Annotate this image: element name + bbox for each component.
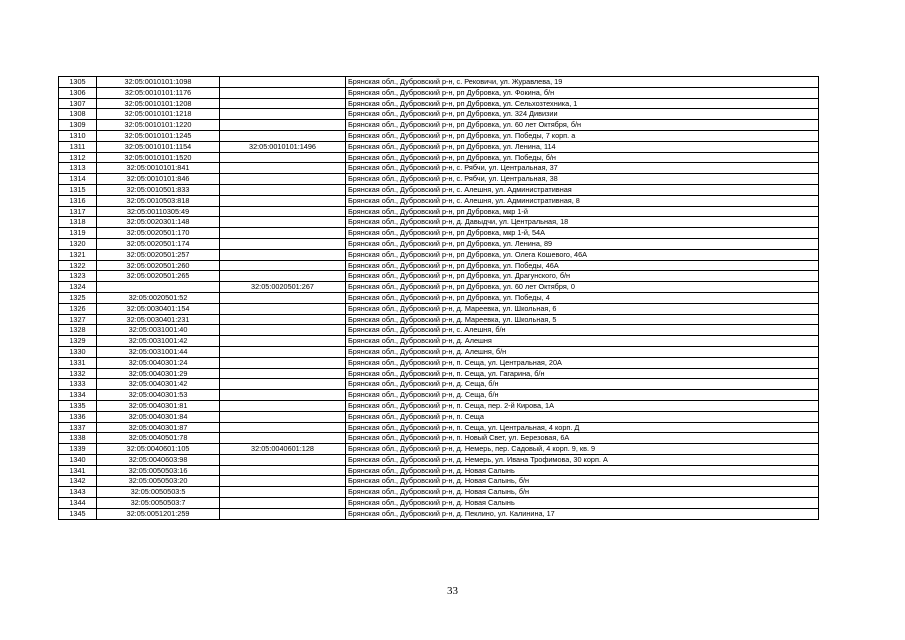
table-row	[59, 228, 819, 239]
linked-cadastral-number-cell	[220, 508, 346, 519]
table-row	[59, 325, 819, 336]
table-row	[59, 368, 819, 379]
address-cell: Брянская обл., Дубровский р-н, д. Сеща, б/н	[346, 379, 819, 390]
table-row	[59, 217, 819, 228]
table-row	[59, 184, 819, 195]
table-row	[59, 476, 819, 487]
cadastral-number-cell: 32:05:0040301:53	[97, 390, 220, 401]
address-cell: Брянская обл., Дубровский р-н, п. Сеща, ул. Гагарина, б/н	[346, 368, 819, 379]
linked-cadastral-number-cell	[220, 184, 346, 195]
cadastral-number-cell: 32:05:0050503:5	[97, 487, 220, 498]
cadastral-number-cell: 32:05:0010101:1520	[97, 152, 220, 163]
table-row	[59, 379, 819, 390]
address-cell: Брянская обл., Дубровский р-н, рп Дубровка, ул. Фокина, б/н	[346, 87, 819, 98]
table-row	[59, 303, 819, 314]
linked-cadastral-number-cell	[220, 163, 346, 174]
linked-cadastral-number-cell	[220, 152, 346, 163]
cadastral-number-cell: 32:05:0031001:44	[97, 346, 220, 357]
address-cell: Брянская обл., Дубровский р-н, рп Дубровка, мкр 1-й	[346, 206, 819, 217]
address-cell: Брянская обл., Дубровский р-н, п. Сеща, ул. Центральная, 20А	[346, 357, 819, 368]
cadastral-number-cell: 32:05:0020301:148	[97, 217, 220, 228]
linked-cadastral-number-cell	[220, 498, 346, 509]
address-cell: Брянская обл., Дубровский р-н, д. Мареевка, ул. Школьная, 6	[346, 303, 819, 314]
linked-cadastral-number-cell	[220, 336, 346, 347]
address-cell: Брянская обл., Дубровский р-н, рп Дубровка, ул. Олега Кошевого, 46А	[346, 249, 819, 260]
cadastral-number-cell: 32:05:0020501:52	[97, 292, 220, 303]
linked-cadastral-number-cell	[220, 476, 346, 487]
row-number-cell: 1343	[59, 487, 97, 498]
address-cell: Брянская обл., Дубровский р-н, рп Дубровка, ул. 60 лет Октября, б/н	[346, 120, 819, 131]
cadastral-number-cell: 32:05:0020501:170	[97, 228, 220, 239]
linked-cadastral-number-cell	[220, 260, 346, 271]
cadastral-number-cell: 32:05:0010101:1218	[97, 109, 220, 120]
cadastral-number-cell: 32:05:0040601:105	[97, 444, 220, 455]
linked-cadastral-number-cell	[220, 325, 346, 336]
cadastral-number-cell: 32:05:0051201:259	[97, 508, 220, 519]
linked-cadastral-number-cell	[220, 379, 346, 390]
table-row	[59, 260, 819, 271]
cadastral-number-cell: 32:05:0010101:1220	[97, 120, 220, 131]
address-cell: Брянская обл., Дубровский р-н, с. Алешня, ул. Административная	[346, 184, 819, 195]
table-row	[59, 141, 819, 152]
address-cell: Брянская обл., Дубровский р-н, д. Алешня	[346, 336, 819, 347]
address-cell: Брянская обл., Дубровский р-н, д. Мареевка, ул. Школьная, 5	[346, 314, 819, 325]
linked-cadastral-number-cell	[220, 228, 346, 239]
address-cell: Брянская обл., Дубровский р-н, с. Рябчи, ул. Центральная, 37	[346, 163, 819, 174]
cadastral-number-cell: 32:05:0050503:16	[97, 465, 220, 476]
table-row	[59, 336, 819, 347]
cadastral-number-cell: 32:05:0040301:24	[97, 357, 220, 368]
linked-cadastral-number-cell	[220, 271, 346, 282]
cadastral-number-cell: 32:05:0050503:7	[97, 498, 220, 509]
cadastral-number-cell: 32:05:0010101:846	[97, 174, 220, 185]
address-cell: Брянская обл., Дубровский р-н, рп Дубровка, ул. Ленина, 89	[346, 238, 819, 249]
cadastral-number-cell: 32:05:0031001:42	[97, 336, 220, 347]
address-cell: Брянская обл., Дубровский р-н, д. Немерь, пер. Садовый, 4 корп. 9, кв. 9	[346, 444, 819, 455]
table-row	[59, 357, 819, 368]
row-number-cell: 1321	[59, 249, 97, 260]
linked-cadastral-number-cell	[220, 87, 346, 98]
row-number-cell: 1314	[59, 174, 97, 185]
row-number-cell: 1339	[59, 444, 97, 455]
cadastral-number-cell: 32:05:0020501:257	[97, 249, 220, 260]
linked-cadastral-number-cell	[220, 174, 346, 185]
table-row	[59, 249, 819, 260]
address-cell: Брянская обл., Дубровский р-н, рп Дубровка, ул. Победы, 7 корп. а	[346, 130, 819, 141]
linked-cadastral-number-cell: 32:05:0020501:267	[220, 282, 346, 293]
address-cell: Брянская обл., Дубровский р-н, д. Алешня, б/н	[346, 346, 819, 357]
linked-cadastral-number-cell	[220, 411, 346, 422]
cadastral-number-cell: 32:05:0010101:1154	[97, 141, 220, 152]
table-row	[59, 411, 819, 422]
row-number-cell: 1322	[59, 260, 97, 271]
page-number: 33	[447, 585, 458, 597]
row-number-cell: 1330	[59, 346, 97, 357]
row-number-cell: 1333	[59, 379, 97, 390]
cadastral-number-cell: 32:05:0030401:154	[97, 303, 220, 314]
linked-cadastral-number-cell	[220, 77, 346, 88]
row-number-cell: 1328	[59, 325, 97, 336]
row-number-cell: 1341	[59, 465, 97, 476]
row-number-cell: 1315	[59, 184, 97, 195]
linked-cadastral-number-cell	[220, 422, 346, 433]
cadastral-number-cell: 32:05:0010101:1176	[97, 87, 220, 98]
address-cell: Брянская обл., Дубровский р-н, д. Новая Салынь, б/н	[346, 476, 819, 487]
table-row	[59, 109, 819, 120]
table-row	[59, 433, 819, 444]
table-row	[59, 465, 819, 476]
cadastral-number-cell: 32:05:0010101:1098	[97, 77, 220, 88]
address-cell: Брянская обл., Дубровский р-н, с. Рябчи, ул. Центральная, 38	[346, 174, 819, 185]
row-number-cell: 1306	[59, 87, 97, 98]
row-number-cell: 1305	[59, 77, 97, 88]
row-number-cell: 1320	[59, 238, 97, 249]
address-cell: Брянская обл., Дубровский р-н, с. Рековичи, ул. Журавлева, 19	[346, 77, 819, 88]
table-row	[59, 271, 819, 282]
table-row	[59, 292, 819, 303]
cadastral-number-cell: 32:05:0040301:29	[97, 368, 220, 379]
table-row	[59, 120, 819, 131]
address-cell: Брянская обл., Дубровский р-н, д. Пеклино, ул. Калинина, 17	[346, 508, 819, 519]
linked-cadastral-number-cell	[220, 109, 346, 120]
row-number-cell: 1327	[59, 314, 97, 325]
row-number-cell: 1332	[59, 368, 97, 379]
cadastral-number-cell: 32:05:0031001:40	[97, 325, 220, 336]
address-cell: Брянская обл., Дубровский р-н, д. Новая Салынь	[346, 498, 819, 509]
cadastral-number-cell: 32:05:0040501:78	[97, 433, 220, 444]
address-cell: Брянская обл., Дубровский р-н, д. Давыдчи, ул. Центральная, 18	[346, 217, 819, 228]
row-number-cell: 1313	[59, 163, 97, 174]
address-cell: Брянская обл., Дубровский р-н, рп Дубровка, ул. Ленина, 114	[346, 141, 819, 152]
row-number-cell: 1310	[59, 130, 97, 141]
row-number-cell: 1308	[59, 109, 97, 120]
linked-cadastral-number-cell	[220, 249, 346, 260]
linked-cadastral-number-cell	[220, 195, 346, 206]
table-row	[59, 508, 819, 519]
cadastral-number-cell: 32:05:0040301:42	[97, 379, 220, 390]
row-number-cell: 1323	[59, 271, 97, 282]
row-number-cell: 1345	[59, 508, 97, 519]
address-cell: Брянская обл., Дубровский р-н, д. Новая Салынь	[346, 465, 819, 476]
table-row	[59, 174, 819, 185]
linked-cadastral-number-cell	[220, 206, 346, 217]
linked-cadastral-number-cell	[220, 433, 346, 444]
row-number-cell: 1324	[59, 282, 97, 293]
cadastral-number-cell: 32:05:0010501:833	[97, 184, 220, 195]
row-number-cell: 1319	[59, 228, 97, 239]
row-number-cell: 1317	[59, 206, 97, 217]
table-row	[59, 422, 819, 433]
address-cell: Брянская обл., Дубровский р-н, рп Дубровка, ул. Победы, 4	[346, 292, 819, 303]
cadastral-number-cell: 32:05:0020501:174	[97, 238, 220, 249]
cadastral-number-cell: 32:05:0010503:818	[97, 195, 220, 206]
row-number-cell: 1329	[59, 336, 97, 347]
registry-table	[58, 76, 819, 520]
row-number-cell: 1338	[59, 433, 97, 444]
cadastral-number-cell: 32:05:0040603:98	[97, 454, 220, 465]
address-cell: Брянская обл., Дубровский р-н, рп Дубровка, ул. Драгунского, б/н	[346, 271, 819, 282]
address-cell: Брянская обл., Дубровский р-н, д. Новая Салынь, б/н	[346, 487, 819, 498]
row-number-cell: 1318	[59, 217, 97, 228]
linked-cadastral-number-cell	[220, 303, 346, 314]
row-number-cell: 1325	[59, 292, 97, 303]
linked-cadastral-number-cell	[220, 346, 346, 357]
cadastral-number-cell: 32:05:0010101:841	[97, 163, 220, 174]
linked-cadastral-number-cell	[220, 120, 346, 131]
linked-cadastral-number-cell	[220, 357, 346, 368]
address-cell: Брянская обл., Дубровский р-н, рп Дубровка, ул. Победы, 46А	[346, 260, 819, 271]
row-number-cell: 1340	[59, 454, 97, 465]
table-row	[59, 195, 819, 206]
row-number-cell: 1331	[59, 357, 97, 368]
address-cell: Брянская обл., Дубровский р-н, п. Сеща	[346, 411, 819, 422]
table-row	[59, 130, 819, 141]
address-cell: Брянская обл., Дубровский р-н, рп Дубровка, ул. 324 Дивизии	[346, 109, 819, 120]
linked-cadastral-number-cell	[220, 314, 346, 325]
row-number-cell: 1326	[59, 303, 97, 314]
address-cell: Брянская обл., Дубровский р-н, с. Алешня, ул. Административная, 8	[346, 195, 819, 206]
cadastral-number-cell: 32:05:00110305:49	[97, 206, 220, 217]
linked-cadastral-number-cell	[220, 400, 346, 411]
row-number-cell: 1307	[59, 98, 97, 109]
table-row	[59, 282, 819, 293]
table-row	[59, 314, 819, 325]
cadastral-number-cell	[97, 282, 220, 293]
row-number-cell: 1309	[59, 120, 97, 131]
linked-cadastral-number-cell	[220, 390, 346, 401]
row-number-cell: 1335	[59, 400, 97, 411]
table-row	[59, 163, 819, 174]
row-number-cell: 1342	[59, 476, 97, 487]
address-cell: Брянская обл., Дубровский р-н, рп Дубровка, мкр 1-й, 54А	[346, 228, 819, 239]
cadastral-number-cell: 32:05:0010101:1208	[97, 98, 220, 109]
table-row	[59, 498, 819, 509]
row-number-cell: 1334	[59, 390, 97, 401]
cadastral-number-cell: 32:05:0040301:87	[97, 422, 220, 433]
address-cell: Брянская обл., Дубровский р-н, п. Сеща, ул. Центральная, 4 корп. Д	[346, 422, 819, 433]
cadastral-number-cell: 32:05:0040301:81	[97, 400, 220, 411]
row-number-cell: 1312	[59, 152, 97, 163]
address-cell: Брянская обл., Дубровский р-н, п. Сеща, пер. 2-й Кирова, 1А	[346, 400, 819, 411]
linked-cadastral-number-cell	[220, 217, 346, 228]
row-number-cell: 1337	[59, 422, 97, 433]
linked-cadastral-number-cell	[220, 130, 346, 141]
address-cell: Брянская обл., Дубровский р-н, рп Дубровка, ул. Победы, б/н	[346, 152, 819, 163]
row-number-cell: 1344	[59, 498, 97, 509]
linked-cadastral-number-cell	[220, 368, 346, 379]
table-row	[59, 454, 819, 465]
table-row	[59, 77, 819, 88]
cadastral-number-cell: 32:05:0040301:84	[97, 411, 220, 422]
table-row	[59, 98, 819, 109]
cadastral-number-cell: 32:05:0030401:231	[97, 314, 220, 325]
table-row	[59, 152, 819, 163]
table-row	[59, 487, 819, 498]
row-number-cell: 1336	[59, 411, 97, 422]
linked-cadastral-number-cell	[220, 465, 346, 476]
linked-cadastral-number-cell	[220, 238, 346, 249]
cadastral-number-cell: 32:05:0020501:260	[97, 260, 220, 271]
table-row	[59, 400, 819, 411]
linked-cadastral-number-cell	[220, 454, 346, 465]
address-cell: Брянская обл., Дубровский р-н, рп Дубровка, ул. Сельхозтехника, 1	[346, 98, 819, 109]
linked-cadastral-number-cell	[220, 292, 346, 303]
table-row	[59, 346, 819, 357]
address-cell: Брянская обл., Дубровский р-н, д. Сеща, б/н	[346, 390, 819, 401]
table-row	[59, 390, 819, 401]
linked-cadastral-number-cell	[220, 487, 346, 498]
cadastral-number-cell: 32:05:0050503:20	[97, 476, 220, 487]
row-number-cell: 1316	[59, 195, 97, 206]
row-number-cell: 1311	[59, 141, 97, 152]
address-cell: Брянская обл., Дубровский р-н, д. Немерь, ул. Ивана Трофимова, 30 корп. А	[346, 454, 819, 465]
table-row	[59, 444, 819, 455]
address-cell: Брянская обл., Дубровский р-н, рп Дубровка, ул. 60 лет Октября, 0	[346, 282, 819, 293]
table-row	[59, 206, 819, 217]
linked-cadastral-number-cell: 32:05:0010101:1496	[220, 141, 346, 152]
cadastral-number-cell: 32:05:0010101:1245	[97, 130, 220, 141]
linked-cadastral-number-cell: 32:05:0040601:128	[220, 444, 346, 455]
table-row	[59, 238, 819, 249]
cadastral-number-cell: 32:05:0020501:265	[97, 271, 220, 282]
address-cell: Брянская обл., Дубровский р-н, с. Алешня, б/н	[346, 325, 819, 336]
table-row	[59, 87, 819, 98]
address-cell: Брянская обл., Дубровский р-н, п. Новый Свет, ул. Березовая, 6А	[346, 433, 819, 444]
linked-cadastral-number-cell	[220, 98, 346, 109]
registry-table-body	[59, 77, 819, 520]
